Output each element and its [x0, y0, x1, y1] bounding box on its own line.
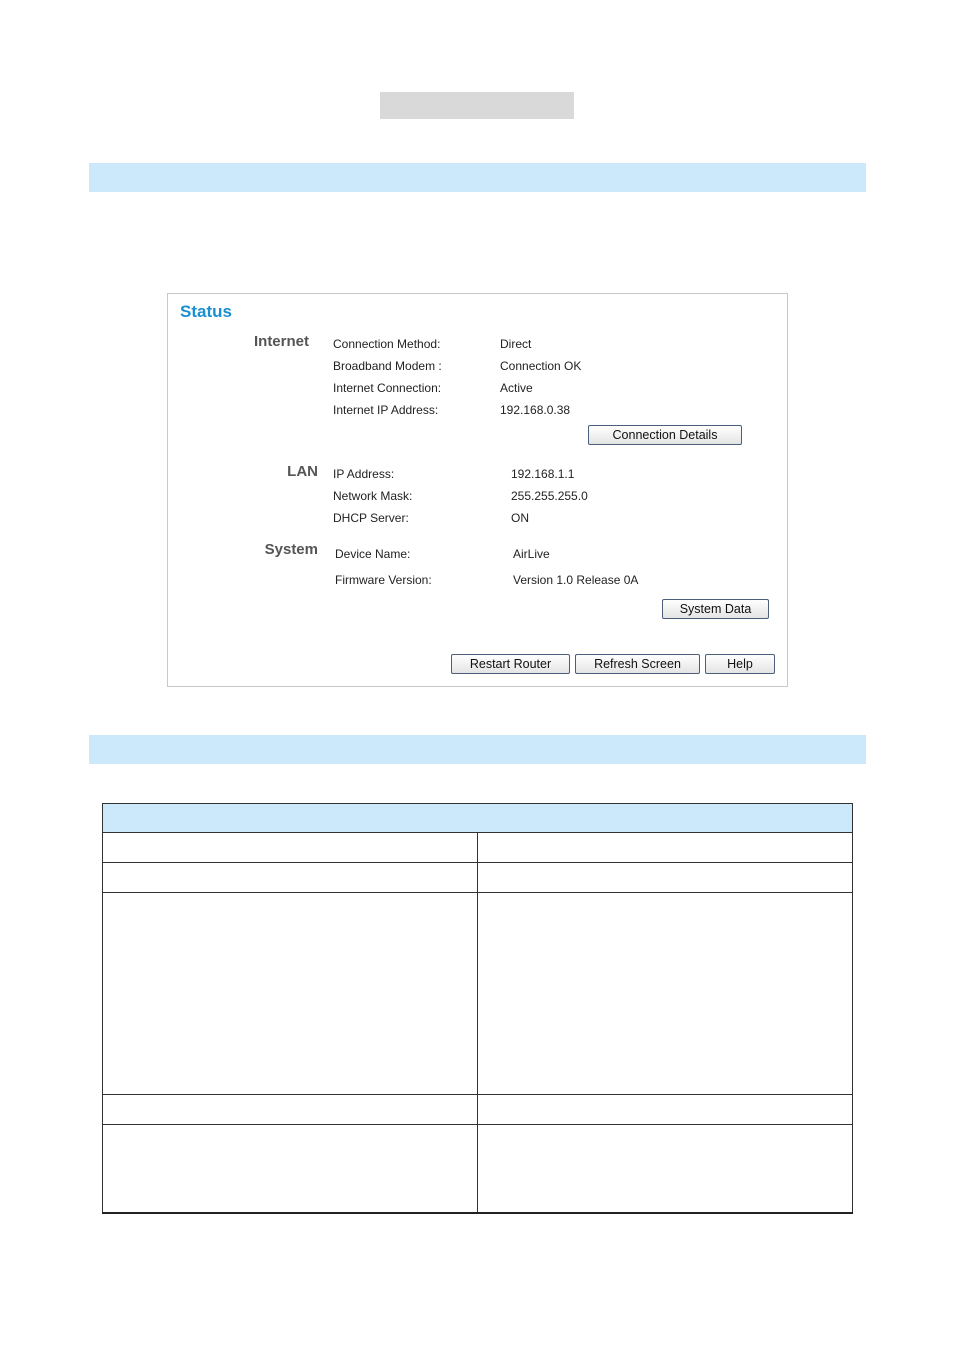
internet-ip-label: Internet IP Address:: [333, 403, 439, 417]
device-name-label: Device Name:: [335, 547, 411, 561]
status-panel: [167, 293, 788, 687]
table-cell: [478, 833, 853, 863]
lan-ip-label: IP Address:: [333, 467, 395, 481]
connection-details-button[interactable]: Connection Details: [588, 425, 742, 445]
table-cell: [103, 893, 478, 1095]
system-data-button[interactable]: System Data: [662, 599, 769, 619]
internet-ip-value: 192.168.0.38: [500, 403, 571, 417]
table-cell: [478, 1125, 853, 1213]
firmware-version-value: Version 1.0 Release 0A: [513, 573, 639, 587]
dhcp-server-label: DHCP Server:: [333, 511, 409, 525]
network-mask-label: Network Mask:: [333, 489, 413, 503]
table-cell: [103, 863, 478, 893]
connection-method-value: Direct: [500, 337, 532, 351]
table-header-cell: [103, 804, 853, 833]
broadband-modem-label: Broadband Modem :: [333, 359, 442, 373]
table-row: [103, 1095, 853, 1125]
network-mask-value: 255.255.255.0: [511, 489, 588, 503]
section-heading-band-2: [89, 735, 866, 764]
lan-group-label: LAN: [287, 463, 318, 480]
lan-ip-value: 192.168.1.1: [511, 467, 575, 481]
table-cell: [103, 1095, 478, 1125]
internet-group-label: Internet: [253, 333, 309, 350]
table-cell: [478, 893, 853, 1095]
device-name-value: AirLive: [513, 547, 550, 561]
internet-connection-value: Active: [500, 381, 533, 395]
table-row: [103, 863, 853, 893]
dhcp-server-value: ON: [511, 511, 529, 525]
table-cell: [478, 1095, 853, 1125]
internet-connection-label: Internet Connection:: [333, 381, 442, 395]
table-cell: [103, 833, 478, 863]
table-cell: [478, 863, 853, 893]
table-row: [103, 893, 853, 1095]
table-row: [103, 833, 853, 863]
help-button[interactable]: Help: [705, 654, 775, 674]
refresh-screen-button[interactable]: Refresh Screen: [575, 654, 700, 674]
restart-router-button[interactable]: Restart Router: [451, 654, 570, 674]
panel-title: Status: [180, 302, 232, 321]
firmware-version-label: Firmware Version:: [335, 573, 432, 587]
page-header-bar: [380, 92, 574, 119]
table-row: [103, 1125, 853, 1213]
table-cell: [103, 1125, 478, 1213]
system-group-label: System: [264, 541, 318, 558]
table-header-row: [103, 804, 853, 833]
section-heading-band: [89, 163, 866, 192]
description-table: [102, 803, 853, 1214]
broadband-modem-value: Connection OK: [500, 359, 582, 373]
connection-method-label: Connection Method:: [333, 337, 441, 351]
